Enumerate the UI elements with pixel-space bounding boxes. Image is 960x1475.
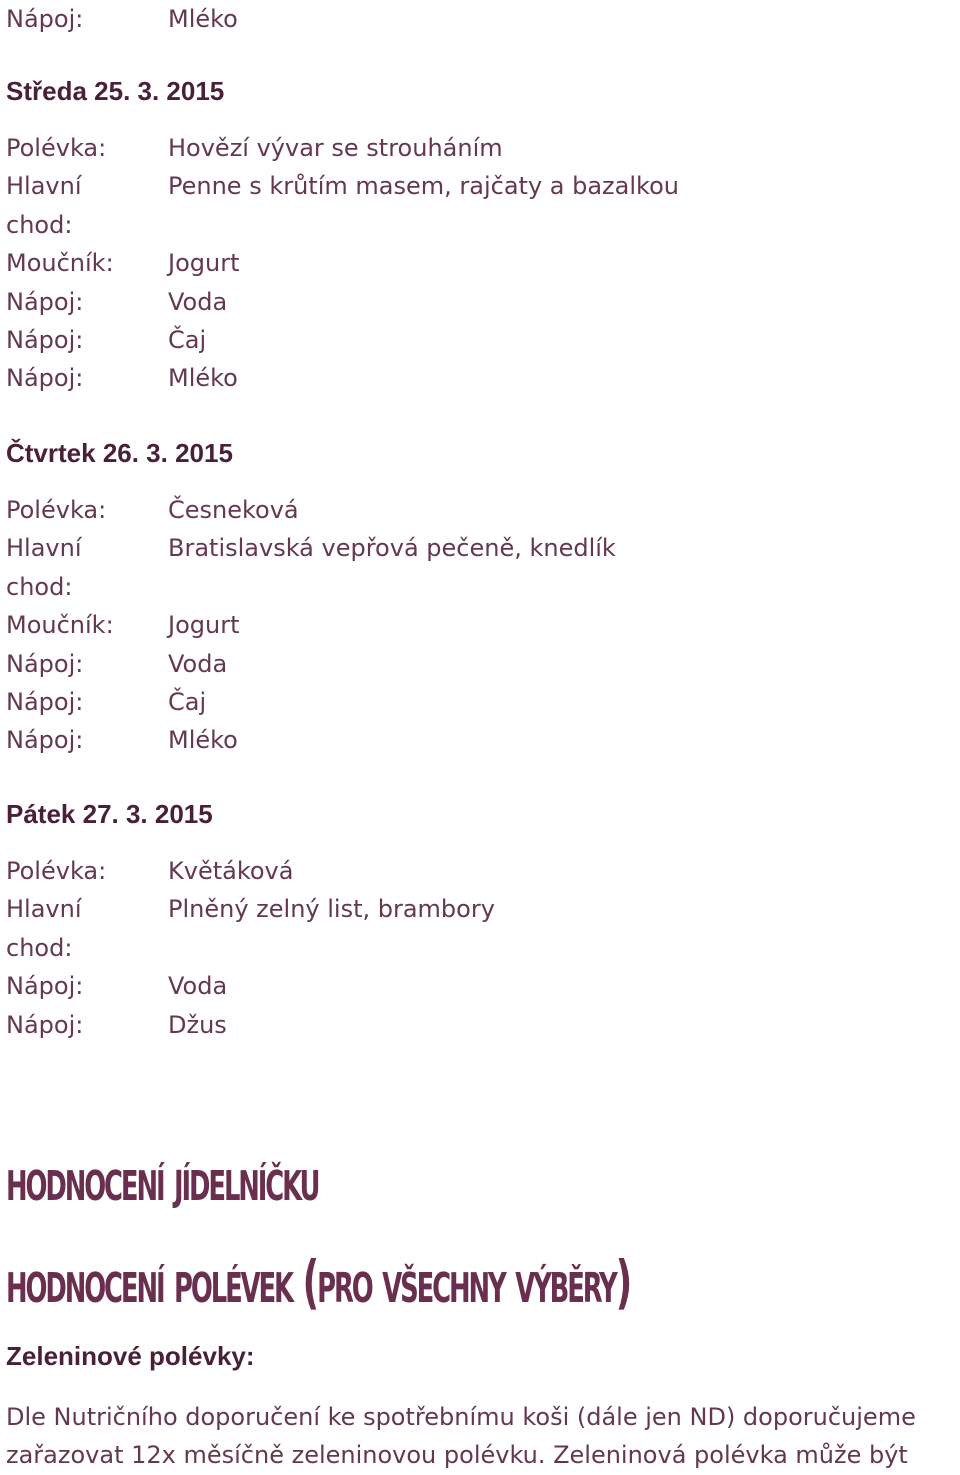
- day-section-thursday: [6, 435, 233, 471]
- row-label: Nápoj:: [6, 688, 84, 717]
- menu-row: [6, 491, 616, 529]
- day-heading: Čtvrtek 26. 3. 2015: [6, 438, 233, 468]
- day-items-thursday: [6, 491, 616, 760]
- menu-row: [6, 890, 495, 967]
- vegetable-soups-subheading-block: [6, 1338, 255, 1374]
- day-section-wednesday: [6, 73, 224, 109]
- row-label: Nápoj:: [6, 326, 84, 355]
- row-value: Voda: [168, 972, 228, 1001]
- row-value: Čaj: [168, 688, 207, 717]
- row-label: Nápoj:: [6, 287, 84, 316]
- row-value: Penne s krůtím masem, rajčaty a bazalkou: [168, 172, 679, 201]
- row-value: Bratislavská vepřová pečeně, knedlík: [168, 534, 616, 563]
- menu-row: [6, 645, 616, 683]
- menu-row: [6, 321, 679, 359]
- row-value: Čaj: [168, 326, 207, 355]
- row-label: Hlavní chod:: [6, 895, 82, 962]
- day-items-wednesday: [6, 129, 679, 398]
- row-value: Voda: [168, 287, 228, 316]
- paragraph-line: zařazovat 12x měsíčně zeleninovou polévku. Zeleninová polévka může být: [6, 1441, 908, 1470]
- menu-row: [6, 683, 616, 721]
- row-value: Mléko: [168, 364, 238, 393]
- row-label: Polévka:: [6, 496, 107, 524]
- vegetable-soups-paragraph: [6, 1398, 960, 1475]
- row-label: Hlavní chod:: [6, 534, 82, 601]
- row-label: Nápoj:: [6, 972, 84, 1001]
- row-value: Česneková: [168, 496, 299, 524]
- top-drink-row: [6, 0, 238, 38]
- row-label: Nápoj:: [6, 649, 84, 678]
- menu-row: [6, 244, 679, 282]
- day-items-friday: [6, 852, 495, 1044]
- row-label: Polévka:: [6, 134, 107, 162]
- row-label: Moučník:: [6, 249, 114, 278]
- row-value: Jogurt: [168, 249, 240, 278]
- menu-row: [6, 967, 495, 1005]
- row-label: Nápoj:: [6, 364, 84, 393]
- day-section-friday: [6, 796, 213, 832]
- day-heading: Středa 25. 3. 2015: [6, 76, 225, 106]
- row-value: Voda: [168, 649, 228, 678]
- menu-row: [6, 129, 679, 167]
- day-heading: Pátek 27. 3. 2015: [6, 799, 213, 829]
- soup-evaluation-heading-block: [6, 1250, 898, 1314]
- row-value: Květáková: [168, 857, 294, 885]
- row-label: Nápoj:: [6, 1010, 84, 1039]
- row-value: Plněný zelný list, brambory: [168, 895, 495, 924]
- row-label: Hlavní chod:: [6, 172, 82, 239]
- row-value: Mléko: [168, 5, 238, 33]
- row-value: Mléko: [168, 726, 238, 755]
- menu-row: [6, 359, 679, 397]
- row-label: Moučník:: [6, 611, 114, 640]
- evaluation-heading-block: [6, 1148, 452, 1212]
- row-value: Jogurt: [168, 611, 240, 640]
- menu-row: [6, 721, 616, 759]
- menu-row: [6, 1006, 495, 1044]
- menu-row: [6, 606, 616, 644]
- menu-row: [6, 852, 495, 890]
- row-label: Polévka:: [6, 857, 107, 885]
- row-value: Hovězí vývar se strouháním: [168, 134, 503, 162]
- menu-row: [6, 283, 679, 321]
- row-label: Nápoj:: [6, 726, 84, 755]
- soup-evaluation-heading: hodnocení polévek (pro všechny výběry): [6, 1248, 631, 1316]
- vegetable-soups-subheading: Zeleninové polévky:: [6, 1341, 255, 1371]
- menu-row: [6, 167, 679, 244]
- menu-evaluation-heading: hodnocení jídelníčku: [6, 1146, 319, 1214]
- row-label: Nápoj:: [6, 5, 84, 33]
- row-value: Džus: [168, 1010, 227, 1039]
- menu-row: [6, 529, 616, 606]
- paragraph-line: Dle Nutričního doporučení ke spotřebnímu koši (dále jen ND) doporučujeme: [6, 1403, 916, 1431]
